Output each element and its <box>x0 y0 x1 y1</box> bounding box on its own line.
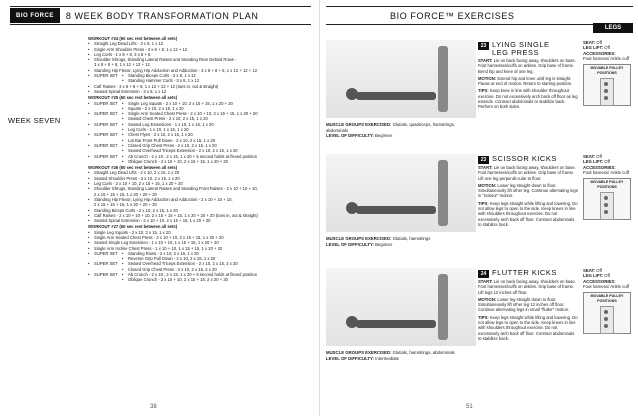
level-label: LEVEL OF DIFFICULTY: <box>326 241 374 247</box>
bullet: • <box>88 250 90 256</box>
difficulty <box>326 356 476 362</box>
exercise-instructions <box>478 279 578 343</box>
seat-value: Off <box>595 154 602 159</box>
workout-text: Single Leg Squats - 2 x 10, 2 x 15, 1 x 20 <box>94 229 171 235</box>
workout-text: Squats - 2 x 10, 2 x 15, 1 x 20 <box>128 105 184 111</box>
pulley-diagram <box>600 192 614 220</box>
bullet: • <box>88 229 90 235</box>
pulley-dot <box>604 203 608 207</box>
bullet: • <box>88 57 90 63</box>
workout-list <box>88 35 314 283</box>
workout-text: Calf Raises - 3 x 8 + 8 + 8, 1 x 12 + 12 + 12 (toes in, out & straight) <box>94 83 219 89</box>
pulley-dot <box>604 96 608 100</box>
motion-paragraph <box>478 76 578 87</box>
bullet: • <box>88 175 90 181</box>
bullet: • <box>122 158 124 164</box>
bullet: • <box>88 153 90 159</box>
title-line: LEG PRESS <box>492 48 540 57</box>
workout-text: Ab Crunch - 2 x 10 , 2 x 15, 1 x 20 + 5 second holds at flexed position <box>128 153 258 159</box>
legs-tab: LEGS <box>593 23 633 33</box>
brand-logo: BIO FORCE <box>10 8 60 23</box>
workout-text: Seated Shoulder Press - 2 x 10, 2 x 15, 1 x 20 <box>94 175 180 181</box>
exercise-title <box>492 41 550 57</box>
workout-text: Single Arm Shoulder Press - 3 x 8 + 8, 1 x 12 + 12 <box>94 46 188 52</box>
super-set-label: SUPER SET <box>94 261 118 267</box>
exercise-photo <box>326 154 476 232</box>
muscle-value: Glutials, hamstrings, abdominals <box>391 350 455 355</box>
bullet: • <box>122 100 124 106</box>
workout-text: Calf Raises - 2 x 10 + 10 + 10, 2 x 15 + 15 + 15, 1 x 20 + 20 + 20 (toes in, out & straight) <box>94 212 258 218</box>
tips-text: Keep legs straight while lifting and lowering. Do not allow legs to open to the side. Keep knees in line with shoulders throughout exercise. Do not excessively arch back off floor. Contract abdominals to stabilize back. <box>478 200 578 227</box>
muscle-label: MUSCLE GROUPS EXERCISED: <box>326 236 392 241</box>
bullet: • <box>122 142 124 148</box>
bullet: • <box>122 137 124 143</box>
exercise-number: 23 <box>478 156 489 164</box>
bullet: • <box>88 170 90 176</box>
workout-text: Leg Curls - 1 x 8 + 8, 3 x 8 + 8 <box>94 51 151 57</box>
equipment-settings <box>583 40 631 106</box>
super-set-label: SUPER SET <box>94 132 118 138</box>
workout-text: Lat Bar Front Pull Down - 2 x 10, 2 x 15, 1 x 20 <box>128 137 216 143</box>
pulley-dot <box>604 210 608 214</box>
pulley-dot <box>604 82 608 86</box>
workout-text: Shoulder Shrugs, Standing Lateral Raises and Standing Rear Deltoid Rows - <box>94 57 237 63</box>
bullet: • <box>122 250 124 256</box>
seat-value: Off <box>595 268 602 273</box>
super-set-label: SUPER SET <box>94 272 118 278</box>
title-line: FLUTTER KICKS <box>492 268 557 277</box>
super-set-label: SUPER SET <box>94 142 118 148</box>
pulley-label: MOVABLE PULLEY POSITIONS <box>590 65 624 76</box>
workout-text: Standing Biceps Curls - 3 x 8, 1 x 12 <box>128 73 196 79</box>
workout-line <box>88 218 314 223</box>
title-line: SCISSOR KICKS <box>492 154 557 163</box>
exercise-instructions <box>478 58 578 112</box>
difficulty <box>326 242 476 248</box>
pulley-dot <box>604 196 608 200</box>
pulley-positions-box <box>583 292 631 334</box>
workout-text: Seated Spinal Extension - 2 x 10 + 10, 2 x 15 + 15, 1 x 20 + 20 <box>94 218 211 224</box>
workout-text: Single Arm Seated Chest Press - 2 x 10 + 10, 2 x 15 + 15, 1 x 20 + 20 <box>94 234 224 240</box>
bullet: • <box>122 277 124 283</box>
workout-title: WORKOUT #25 (60 sec rest between all sets) <box>88 95 178 101</box>
bullet: • <box>122 121 124 127</box>
pulley-diagram <box>600 78 614 106</box>
tips-text: Keep knee in line with shoulder throughout exercise. Do not excessively arch back off floor as leg extends. Contract abdominals to stabilize back. Perform on both sides. <box>478 88 578 110</box>
leg-lift-label: LEG LIFT: <box>583 273 604 279</box>
page-title: 8 WEEK BODY TRANSFORMATION PLAN <box>65 10 259 21</box>
figure-shape <box>346 316 358 328</box>
workout-text: Seated Spinal Extension - 3 x 8, 1 x 12 <box>94 88 167 94</box>
bullet: • <box>88 46 90 52</box>
pulley-label: MOVABLE PULLEY POSITIONS <box>590 179 624 190</box>
bullet: • <box>122 127 124 133</box>
level-value: Beginner <box>373 241 393 247</box>
exercise-instructions <box>478 165 578 229</box>
bullet: • <box>122 116 124 122</box>
workout-text: Oblique Crunch - 2 x 10 + 10, 2 x 15 + 15, 2 x 20 + 20 <box>128 277 228 283</box>
workout-text: 2 x 15 + 15 + 15, 1 x 20 + 20 + 20 <box>94 191 157 197</box>
accessories-label-text: ACCESSORIES: <box>583 50 616 56</box>
workout-text: Ab Crunch - 2 x 10 , 2 x 15, 1 x 20 + 5 second holds at flexed position <box>128 272 258 278</box>
workout-text: Seated Overhead Triceps Extension - 2 x 10, 2 x 15, 1 x 20 <box>128 148 238 154</box>
start-text: Lie on back facing away, shoulders on base. Foot harnesses/cuffs on ankles. Grip base of frame. Lift legs 12 inches off floor. <box>478 279 576 295</box>
muscle-value: Glutials, quadriceps, hamstrings, abdominals <box>326 122 455 133</box>
tips-label: TIPS: <box>478 88 489 94</box>
bullet: • <box>88 207 90 213</box>
left-header <box>10 6 311 25</box>
workout-line <box>88 277 314 282</box>
bullet: • <box>88 142 90 148</box>
bullet: • <box>88 212 90 218</box>
equipment-settings <box>583 268 631 334</box>
motion-paragraph <box>478 183 578 199</box>
workout-text: Standing Rows - 2 x 10, 2 x 15, 1 x 20 <box>128 250 199 256</box>
motion-label: MOTION: <box>478 75 497 81</box>
tips-label: TIPS: <box>478 314 489 320</box>
tips-paragraph <box>478 315 578 341</box>
motion-text: Lower leg straight down to floor. Simultaneously lift other leg. Continue alternating legs in "scissor" motion. <box>478 182 578 199</box>
exercise-meta <box>326 350 476 361</box>
bullet: • <box>88 41 90 47</box>
workout-title: WORKOUT #27 (60 sec rest between all sets) <box>88 224 178 230</box>
bullet: • <box>88 83 90 89</box>
section-title: BIO FORCE™ EXERCISES <box>390 10 515 21</box>
figure-shape <box>346 202 358 214</box>
exercise-photo <box>326 40 476 118</box>
right-page <box>319 0 638 416</box>
start-label: START: <box>478 279 493 284</box>
start-paragraph <box>478 58 578 74</box>
bullet: • <box>88 218 90 224</box>
workout-text: Standing Biceps Curls - 2 x 10, 2 x 15, 1 x 20 <box>94 207 178 213</box>
level-label: LEVEL OF DIFFICULTY: <box>326 355 374 361</box>
bullet: • <box>88 196 90 202</box>
motion-label: MOTION: <box>478 296 497 302</box>
super-set-label: SUPER SET <box>94 100 118 106</box>
start-label: START: <box>478 58 493 63</box>
pulley-positions-box <box>583 64 631 106</box>
bullet: • <box>88 272 90 278</box>
workout-text: Leg Curls - 1 x 10, 1 x 15, 1 x 20 <box>128 127 189 133</box>
pulley-positions-box <box>583 178 631 220</box>
workout-line <box>88 89 314 94</box>
figure-shape <box>356 320 436 328</box>
workout-text: Shoulder Shrugs, Standing Lateral Raises and Standing Front Raises - 2 x 10 + 10 + 10, <box>94 186 258 192</box>
seat-label: SEAT: <box>583 40 596 45</box>
workout-text: Standing Hip Flexor, Lying Hip Adduction and Adduction - 2 x 10 + 10 + 10, <box>94 196 233 202</box>
muscle-label: MUSCLE GROUPS EXERCISED: <box>326 122 392 127</box>
figure-shape <box>346 88 358 100</box>
pulley-label: MOVABLE PULLEY POSITIONS <box>590 293 624 304</box>
super-set-label: SUPER SET <box>94 111 118 117</box>
workout-text: Seated Single Leg Extension - 1 x 10 + 10, 1 x 15 + 15, 1 x 20 + 20 <box>94 240 219 246</box>
seat-value: Off <box>595 40 602 45</box>
bullet: • <box>122 111 124 117</box>
bullet: • <box>122 78 124 84</box>
accessories-label-text: ACCESSORIES: <box>583 278 616 284</box>
accessories-label-text: ACCESSORIES: <box>583 164 616 170</box>
super-set-label: SUPER SET <box>94 121 118 127</box>
bullet: • <box>122 132 124 138</box>
motion-paragraph <box>478 297 578 313</box>
motion-label: MOTION: <box>478 182 497 188</box>
level-label: LEVEL OF DIFFICULTY: <box>326 133 374 138</box>
accessories-value: Foot harness/ Ankle cuff <box>583 284 630 290</box>
exercise-block <box>326 154 633 264</box>
pulley-dot <box>604 317 608 321</box>
bullet: • <box>122 105 124 111</box>
workout-text: Single Leg Squats - 2 x 10 + 10, 2 x 15 + 15, 1 x 20 + 20 <box>128 100 233 106</box>
start-text: Lie on back facing away, shoulders on base. Foot harnesses/cuffs on ankles. Grip base of frame. Bend hip and knee of one leg. <box>478 58 576 74</box>
level-value: Beginner <box>373 133 393 138</box>
machine-shape <box>438 160 448 226</box>
title-line: LYING SINGLE <box>492 40 550 49</box>
start-label: START: <box>478 165 493 170</box>
bullet: • <box>122 256 124 262</box>
bullet: • <box>88 111 90 117</box>
muscle-label: MUSCLE GROUPS EXERCISED: <box>326 350 392 355</box>
tips-paragraph <box>478 88 578 109</box>
bullet: • <box>88 234 90 240</box>
right-header <box>326 6 633 25</box>
workout-line <box>88 159 314 164</box>
exercise-title <box>492 269 557 277</box>
tips-paragraph <box>478 201 578 227</box>
leg-lift-value: Off <box>603 45 610 51</box>
machine-shape <box>438 274 448 340</box>
bullet: • <box>122 266 124 272</box>
bullet: • <box>88 100 90 106</box>
bullet: • <box>88 88 90 94</box>
machine-shape <box>438 46 448 112</box>
workout-text: Chest Flyes - 2 x 10, 2 x 15, 1 x 20 <box>128 132 193 138</box>
bullet: • <box>88 73 90 79</box>
motion-text: Lower leg straight down to floor. Simultaneously lift other leg 12 inches off floor. Continue alternating legs in small "flutter" motion. <box>478 296 570 313</box>
tips-text: Keep legs straight while lifting and lowering. Do not allow legs to open to the side. Keep knees in line with shoulders throughout exercise. Do not excessively arch back off floor. Contract abdominals to stabilize back. <box>478 314 578 341</box>
exercise-meta <box>326 236 476 247</box>
super-set-label: SUPER SET <box>94 153 118 159</box>
workout-text: Seated Chest Press - 2 x 10, 2 x 15, 1 x 20 <box>128 116 208 122</box>
bullet: • <box>88 261 90 267</box>
accessories-value: Foot harness/ Ankle cuff <box>583 56 630 62</box>
workout-text: Standing Hip Flexor, Lying Hip Adduction and Adduction - 3 x 8 + 8 + 8, 1 x 12 + 12 + 12 <box>94 67 258 73</box>
bullet: • <box>88 51 90 57</box>
figure-shape <box>356 92 436 100</box>
bullet: • <box>88 245 90 251</box>
workout-text: Straight Leg Dead Lifts - 2 x 10, 2 x 15, 1 x 20 <box>94 170 180 176</box>
exercise-block <box>326 40 633 150</box>
bullet: • <box>88 132 90 138</box>
leg-lift-value: Off <box>603 273 610 279</box>
bullet: • <box>122 153 124 159</box>
start-text: Lie on back facing away, shoulders on base. Foot harnesses/cuffs on ankles. Grip base of frame. Lift one leg perpendi-cular to floor. <box>478 165 576 181</box>
workout-text: Leg Curls - 2 x 10 + 10, 2 x 15 + 15, 1 x 20 + 20 <box>94 181 183 187</box>
pulley-dot <box>604 89 608 93</box>
workout-text: 3 x 8 + 8 + 8, 1 x 12 + 12 + 12 <box>94 62 150 68</box>
page-number: 51 <box>466 404 473 410</box>
exercise-meta <box>326 122 476 139</box>
super-set-label: SUPER SET <box>94 250 118 256</box>
leg-lift-label: LEG LIFT: <box>583 45 604 51</box>
pulley-dot <box>604 324 608 328</box>
seat-label: SEAT: <box>583 154 596 159</box>
seat-label: SEAT: <box>583 268 596 273</box>
pulley-diagram <box>600 306 614 334</box>
figure-shape <box>356 206 436 214</box>
indent <box>94 277 122 282</box>
start-paragraph <box>478 279 578 295</box>
workout-text: Straight Leg Dead Lifts - 3 x 8, 1 x 12 <box>94 41 164 47</box>
workout-text: Oblique Crunch - 2 x 10 + 10, 2 x 15 + 15, 1 x 20 + 20 <box>128 158 228 164</box>
exercise-block <box>326 268 633 378</box>
motion-text: Extend hip and knee until leg is straight. Pause at end of motion. Return to starting position. <box>478 75 573 87</box>
accessories-value: Foot harness/ Ankle cuff <box>583 170 630 176</box>
start-paragraph <box>478 165 578 181</box>
workout-text: Standing Hammer Curls - 3 x 8, 1 x 12 <box>128 78 200 84</box>
workout-title: WORKOUT #24 (60 sec rest between all sets) <box>88 36 178 41</box>
muscle-groups <box>326 122 476 133</box>
leg-lift-label: LEG LIFT: <box>583 159 604 165</box>
week-label: WEEK SEVEN <box>8 116 61 125</box>
exercise-photo <box>326 268 476 346</box>
page-number: 38 <box>150 404 157 410</box>
workout-text: Seated Leg Extensions - 1 x 10, 1 x 15, 1 x 20 <box>128 121 214 127</box>
exercise-number: 23 <box>478 42 489 50</box>
bullet: • <box>88 186 90 192</box>
workout-text: Reverse Grip Pull Down - 2 x 10, 2 x 15, 1 x 20 <box>128 256 216 262</box>
bullet: • <box>122 148 124 154</box>
difficulty <box>326 133 476 139</box>
workout-text: Seated Overhead Triceps Extension - 2 x 10, 2 x 15, 2 x 20 <box>128 261 238 267</box>
indent <box>94 159 122 164</box>
workout-text: 2 x 15 + 15 + 15, 1 x 20 + 20 + 20 <box>94 202 157 208</box>
bullet: • <box>88 67 90 73</box>
bullet: • <box>122 272 124 278</box>
exercise-title <box>492 155 557 163</box>
workout-text: Closed Grip Chest Press - 2 x 10, 2 x 15, 2 x 20 <box>128 266 217 272</box>
bullet: • <box>122 261 124 267</box>
bullet: • <box>88 181 90 187</box>
workout-text: Single Arm Seated Chest Press - 2 x 10 + 10, 2 x 15 + 15, 1 x 20 + 20 <box>128 111 258 117</box>
muscle-value: Glutials, hamstrings <box>391 236 431 241</box>
level-value: Intermediate <box>373 355 400 361</box>
workout-text: Closed Grip Chest Press - 2 x 10, 2 x 15, 1 x 20 <box>128 142 217 148</box>
bullet: • <box>88 121 90 127</box>
pulley-dot <box>604 310 608 314</box>
bullet: • <box>122 73 124 79</box>
workout-text: Single Arm Incline Chest Press - 1 x 10 + 10, 1 x 15 + 15, 1 x 20 + 20 <box>94 245 223 251</box>
workout-title: WORKOUT #26 (60 sec rest between all sets) <box>88 165 178 171</box>
equipment-settings <box>583 154 631 220</box>
super-set-label: SUPER SET <box>94 73 118 79</box>
tips-label: TIPS: <box>478 200 489 206</box>
leg-lift-value: Off <box>603 159 610 165</box>
exercise-number: 24 <box>478 270 489 278</box>
bullet: • <box>88 240 90 246</box>
